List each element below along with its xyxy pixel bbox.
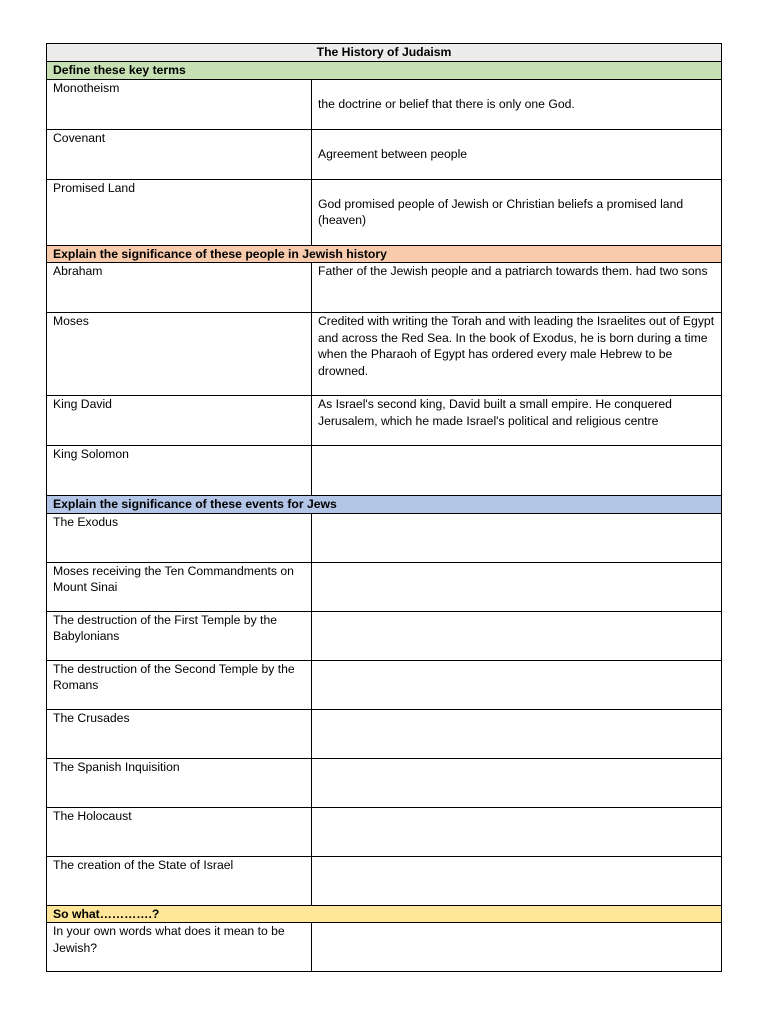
worksheet-table xyxy=(46,43,722,972)
answer-cell[interactable] xyxy=(312,856,722,905)
answer-cell[interactable]: Credited with writing the Torah and with leading the Israelites out of Egypt and across the Red Sea. In the book of Exodus, he is born during a time when the Pharaoh of Egypt has ordered every male Hebrew to be drowned. xyxy=(312,313,722,396)
term-cell: The Exodus xyxy=(47,513,312,562)
answer-cell[interactable]: God promised people of Jewish or Christian beliefs a promised land (heaven) xyxy=(312,179,722,245)
answer-cell[interactable]: Agreement between people xyxy=(312,129,722,179)
answer-cell[interactable]: As Israel's second king, David built a small empire. He conquered Jerusalem, which he made Israel's political and religious centre xyxy=(312,396,722,446)
answer-cell[interactable] xyxy=(312,513,722,562)
term-cell: The destruction of the Second Temple by the Romans xyxy=(47,660,312,709)
term-cell: King David xyxy=(47,396,312,446)
answer-cell[interactable]: the doctrine or belief that there is only one God. xyxy=(312,79,722,129)
answer-cell[interactable] xyxy=(312,758,722,807)
section-heading-so-what: So what………….? xyxy=(47,905,722,923)
answer-cell[interactable] xyxy=(312,446,722,496)
term-cell: Moses receiving the Ten Commandments on Mount Sinai xyxy=(47,562,312,611)
term-cell: The destruction of the First Temple by the Babylonians xyxy=(47,611,312,660)
term-cell: The Crusades xyxy=(47,709,312,758)
section-heading-key-terms: Define these key terms xyxy=(47,62,722,80)
answer-cell[interactable]: Father of the Jewish people and a patriarch towards them. had two sons xyxy=(312,263,722,313)
term-cell: Monotheism xyxy=(47,79,312,129)
worksheet-title: The History of Judaism xyxy=(47,44,722,62)
term-cell: In your own words what does it mean to be Jewish? xyxy=(47,923,312,972)
section-heading-people: Explain the significance of these people in Jewish history xyxy=(47,245,722,263)
term-cell: The Holocaust xyxy=(47,807,312,856)
answer-cell[interactable] xyxy=(312,660,722,709)
section-heading-events: Explain the significance of these events for Jews xyxy=(47,496,722,514)
term-cell: Promised Land xyxy=(47,179,312,245)
term-cell: The Spanish Inquisition xyxy=(47,758,312,807)
answer-cell[interactable] xyxy=(312,709,722,758)
answer-cell[interactable] xyxy=(312,611,722,660)
answer-cell[interactable] xyxy=(312,807,722,856)
answer-cell[interactable] xyxy=(312,562,722,611)
term-cell: Abraham xyxy=(47,263,312,313)
term-cell: Moses xyxy=(47,313,312,396)
term-cell: Covenant xyxy=(47,129,312,179)
term-cell: The creation of the State of Israel xyxy=(47,856,312,905)
answer-cell[interactable] xyxy=(312,923,722,972)
term-cell: King Solomon xyxy=(47,446,312,496)
